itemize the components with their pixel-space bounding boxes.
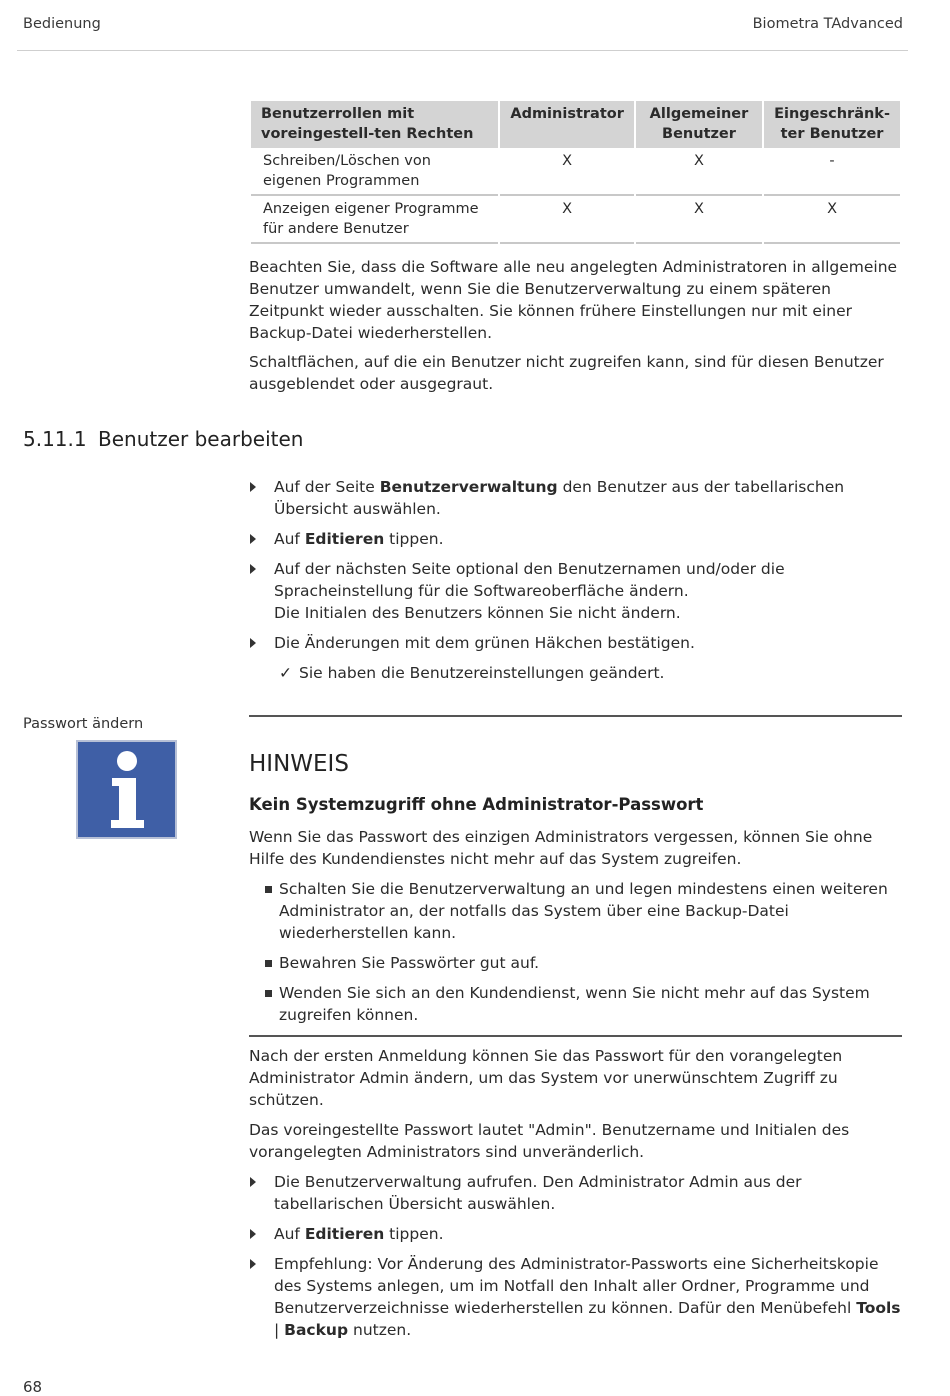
instruction-step <box>249 1253 902 1341</box>
ui-term: Tools <box>856 1299 901 1317</box>
intro-text <box>249 256 902 395</box>
step-arrow-icon <box>250 1229 256 1239</box>
step-arrow-icon <box>250 564 256 574</box>
list-item-text: Wenden Sie sich an den Kundendienst, wenn Sie nicht mehr auf das System zugreifen können. <box>279 984 870 1024</box>
instruction-step <box>249 1223 902 1245</box>
square-bullet-icon <box>265 886 272 893</box>
list-item <box>249 952 902 974</box>
step-text: Auf <box>274 1225 305 1243</box>
table-row <box>251 148 900 196</box>
step-text: Die Änderungen mit dem grünen Häkchen bestätigen. <box>274 634 695 652</box>
paragraph: Nach der ersten Anmeldung können Sie das Passwort für den vorangelegten Administrator Admin ändern, um das System vor unerwünschtem Zugriff zu schützen. <box>249 1047 843 1109</box>
list-item <box>249 878 902 944</box>
section-number: 5.11.1 <box>23 427 87 451</box>
table-cell: Schreiben/Löschen von eigenen Programmen <box>251 148 498 196</box>
step-text: Auf <box>274 530 305 548</box>
menu-separator: | <box>274 1321 285 1339</box>
result-text: Sie haben die Benutzereinstellungen geändert. <box>299 664 665 682</box>
running-header-left: Bedienung <box>23 16 101 32</box>
table-cell: X <box>764 196 900 244</box>
step-arrow-icon <box>250 1177 256 1187</box>
step-result <box>249 662 902 684</box>
step-text: tippen. <box>384 1225 444 1243</box>
edit-user-steps <box>249 476 902 684</box>
notice-body <box>249 826 902 1026</box>
instruction-step <box>249 476 902 520</box>
square-bullet-icon <box>265 990 272 997</box>
paragraph: Beachten Sie, dass die Software alle neu angelegten Administratoren in allgemeine Benutzer umwandelt, wenn Sie die Benutzerverwaltung zu einem späteren Zeitpunkt wieder ausschalten. Sie können frühere Einstellungen nur mit einer Backup-Datei wiederherstellen. <box>249 258 898 342</box>
user-roles-table <box>249 101 902 244</box>
instruction-step <box>249 632 902 654</box>
step-arrow-icon <box>250 1259 256 1269</box>
step-text: den Benutzer aus der tabellarischen Übersicht auswählen. <box>274 478 845 518</box>
checkmark-icon: ✓ <box>279 664 292 682</box>
running-header-right: Biometra TAdvanced <box>752 16 903 32</box>
notice-subtitle: Kein Systemzugriff ohne Administrator-Passwort <box>249 795 704 814</box>
table-header-cell: Benutzerrollen mit voreingestell-ten Rechten <box>251 101 498 148</box>
step-text: Auf der Seite <box>274 478 380 496</box>
ui-term: Editieren <box>304 1225 385 1243</box>
header-divider <box>17 50 908 51</box>
table-cell: X <box>500 148 634 196</box>
instruction-step <box>249 528 902 550</box>
ui-term: Editieren <box>304 530 385 548</box>
info-i-glyph <box>78 742 175 837</box>
table-cell: Anzeigen eigener Programme für andere Benutzer <box>251 196 498 244</box>
password-section <box>249 1045 902 1341</box>
notice-top-rule <box>249 715 902 717</box>
page-number: 68 <box>23 1378 43 1396</box>
list-item-text: Schalten Sie die Benutzerverwaltung an und legen mindestens einen weiteren Administrator an, der notfalls das System über eine Backup-Datei wiederherstellen kann. <box>279 880 888 942</box>
info-icon <box>76 740 177 839</box>
table-row <box>251 196 900 244</box>
section-heading <box>23 427 303 451</box>
table-header-row <box>251 101 900 148</box>
table-cell: X <box>500 196 634 244</box>
list-item-text: Bewahren Sie Passwörter gut auf. <box>279 954 540 972</box>
ui-term: Backup <box>284 1321 349 1339</box>
step-text: Die Benutzerverwaltung aufrufen. Den Administrator Admin aus der tabellarischen Übersicht auswählen. <box>274 1173 802 1213</box>
table-header-cell: Eingeschränk-ter Benutzer <box>764 101 900 148</box>
table-cell: - <box>764 148 900 196</box>
ui-term: Benutzerverwaltung <box>379 478 558 496</box>
step-text: tippen. <box>384 530 444 548</box>
table-cell: X <box>636 196 762 244</box>
step-text: Auf der nächsten Seite optional den Benutzernamen und/oder die Spracheinstellung für die Softwareoberfläche ändern. <box>274 560 785 600</box>
step-note: Die Initialen des Benutzers können Sie nicht ändern. <box>274 604 681 622</box>
list-item <box>249 982 902 1026</box>
table-header-cell: Allgemeiner Benutzer <box>636 101 762 148</box>
instruction-step <box>249 558 902 624</box>
square-bullet-icon <box>265 960 272 967</box>
paragraph: Schaltflächen, auf die ein Benutzer nicht zugreifen kann, sind für diesen Benutzer ausgeblendet oder ausgegraut. <box>249 353 884 393</box>
notice-text: Wenn Sie das Passwort des einzigen Administrators vergessen, können Sie ohne Hilfe des Kundendienstes nicht mehr auf das System zugreifen. <box>249 828 873 868</box>
paragraph: Das voreingestellte Passwort lautet "Admin". Benutzername und Initialen des vorangelegten Administrators sind unveränderlich. <box>249 1121 850 1161</box>
table-cell: X <box>636 148 762 196</box>
step-arrow-icon <box>250 534 256 544</box>
step-text: Empfehlung: Vor Änderung des Administrator-Passworts eine Sicherheitskopie des Systems anlegen, um im Notfall den Inhalt aller Ordner, Programme und Benutzerverzeichnisse wiederherstellen zu können. Dafür den Menübefehl <box>274 1255 879 1317</box>
notice-bottom-rule <box>249 1035 902 1037</box>
step-text: nutzen. <box>348 1321 412 1339</box>
margin-label: Passwort ändern <box>23 716 144 732</box>
notice-title: HINWEIS <box>249 751 349 777</box>
table-header-cell: Administrator <box>500 101 634 148</box>
instruction-step <box>249 1171 902 1215</box>
section-title: Benutzer bearbeiten <box>98 427 304 451</box>
step-arrow-icon <box>250 482 256 492</box>
step-arrow-icon <box>250 638 256 648</box>
